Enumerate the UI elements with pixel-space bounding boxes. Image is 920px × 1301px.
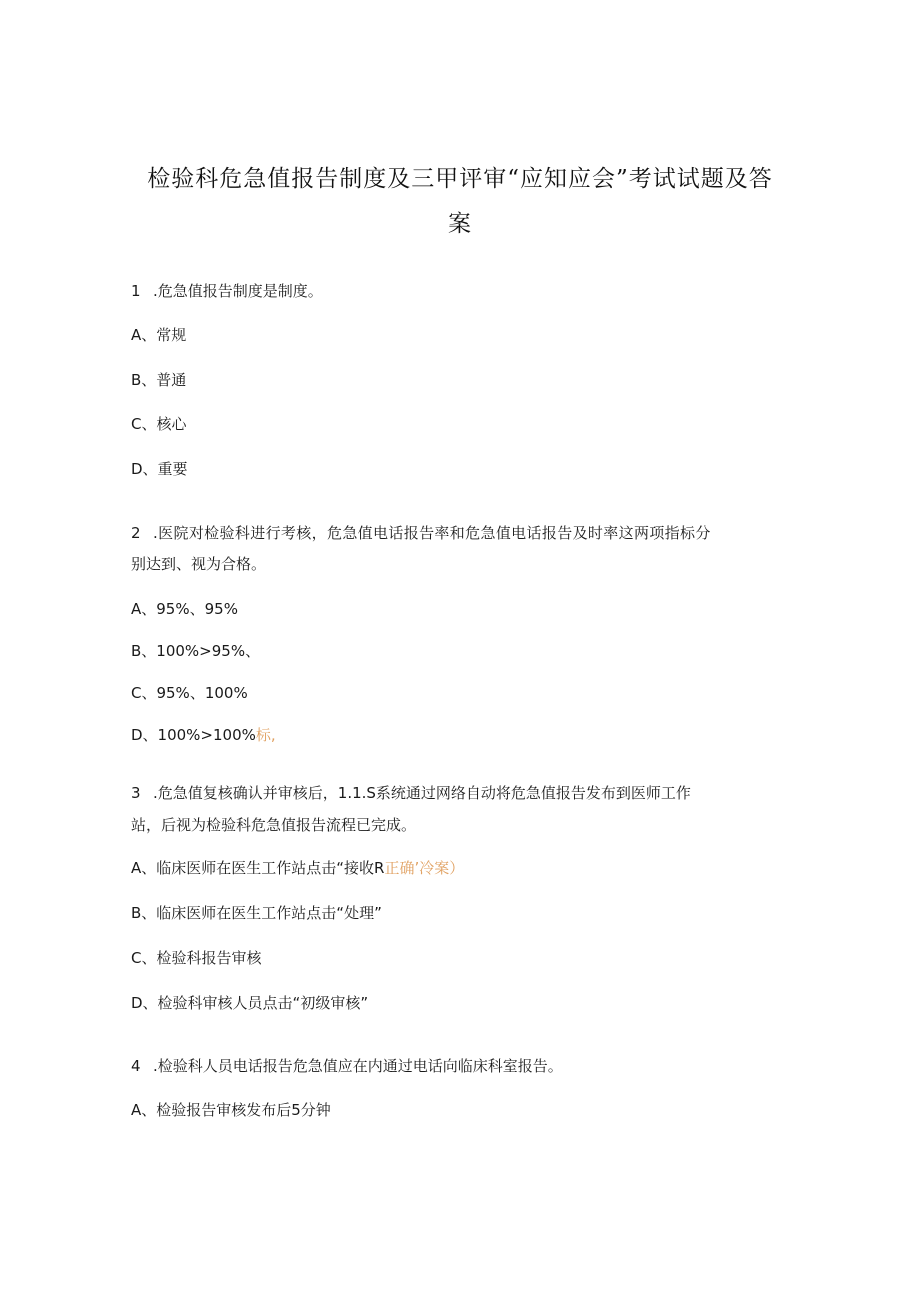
question-3-option-b: B、临床医师在医生工作站点击“处理” (131, 904, 382, 922)
question-2-text-line-1: .医院对检验科进行考核，危急值电话报告率和危急值电话报告及时率这两项指标分 (153, 524, 711, 542)
question-3-stem-line-1 (131, 783, 691, 803)
question-4-option-a: A、检验报告审核发布后5分钟 (131, 1101, 331, 1119)
question-2-stem-line-2: 别达到、视为合格。 (131, 555, 267, 573)
document-title-line-2: 案 (448, 211, 472, 237)
question-1-number: 1 (131, 282, 141, 300)
question-4-text: .检验科人员电话报告危急值应在内通过电话向临床科室报告。 (153, 1057, 563, 1075)
question-3-option-c: C、检验科报告审核 (131, 949, 262, 967)
question-2-option-a: A、95%、95% (131, 600, 238, 618)
question-3-option-d: D、检验科审核人员点击“初级审核” (131, 994, 369, 1012)
question-1-option-c: C、核心 (131, 415, 187, 433)
question-3-option-a-text: A、临床医师在医生工作站点击“接收R (131, 859, 385, 877)
document-title-line-1: 检验科危急值报告制度及三甲评审“应知应会”考试试题及答 (147, 166, 773, 192)
question-3-option-a (131, 858, 464, 878)
question-1-stem (131, 281, 323, 301)
question-2-option-c: C、95%、100% (131, 684, 248, 702)
question-3-option-a-overlay-note: 正确’冷案） (384, 859, 465, 877)
question-1-option-b: B、普通 (131, 371, 187, 389)
question-2-option-d-text: D、100%>100% (131, 726, 256, 744)
question-4-stem (131, 1056, 563, 1076)
question-4-number: 4 (131, 1057, 141, 1075)
question-2-option-d-overlay-note: 标, (255, 726, 276, 744)
question-2-option-b: B、100%>95%、 (131, 642, 261, 660)
question-3-number: 3 (131, 784, 141, 802)
question-1-text: .危急值报告制度是制度。 (153, 282, 323, 300)
question-3-stem-line-2: 站，后视为检验科危急值报告流程已完成。 (131, 816, 417, 834)
question-2-number: 2 (131, 524, 141, 542)
question-2-option-d (131, 725, 276, 745)
question-1-option-d: D、重要 (131, 460, 188, 478)
question-3-text-line-1: .危急值复核确认并审核后，1.1.S系统通过网络自动将危急值报告发布到医师工作 (153, 784, 691, 802)
question-1-option-a: A、常规 (131, 326, 187, 344)
question-2-stem-line-1 (131, 523, 711, 543)
